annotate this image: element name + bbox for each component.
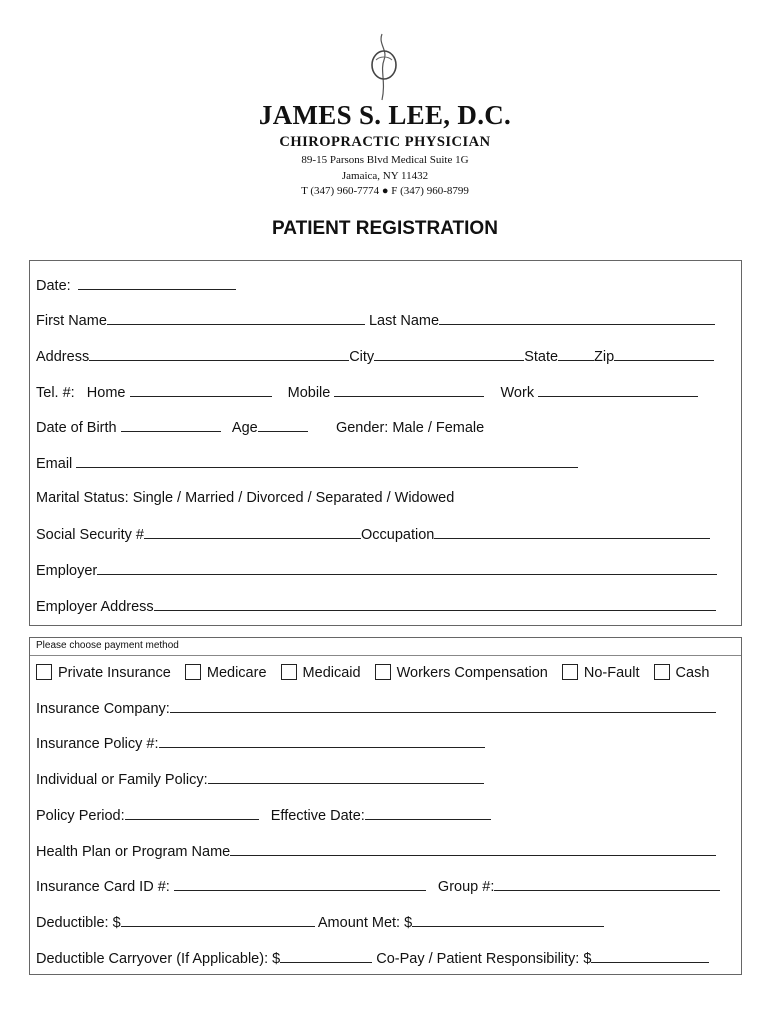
- policy-period-label: Policy Period:: [36, 808, 125, 824]
- employer-address-label: Employer Address: [36, 599, 154, 615]
- spine-logo-icon: [364, 30, 404, 104]
- health-plan-label: Health Plan or Program Name: [36, 844, 231, 860]
- age-field[interactable]: [258, 417, 308, 432]
- gender-options[interactable]: Gender: Male / Female: [335, 420, 485, 436]
- policy-number-row: [36, 733, 485, 751]
- deductible-label: Deductible: $: [36, 915, 121, 931]
- checkbox[interactable]: [562, 664, 578, 680]
- employer-address-row: [36, 596, 716, 614]
- last-name-label: Last Name: [368, 313, 440, 329]
- payment-option-medicare[interactable]: [185, 665, 267, 681]
- health-plan-field[interactable]: [230, 841, 716, 856]
- insurance-company-row: [36, 698, 716, 716]
- address-line-2: Jamaica, NY 11432: [341, 170, 429, 182]
- state-label: State: [524, 349, 559, 365]
- amount-met-label: Amount Met: $: [317, 915, 413, 931]
- city-field[interactable]: [374, 346, 524, 361]
- group-field[interactable]: [494, 876, 720, 891]
- ssn-field[interactable]: [144, 524, 361, 539]
- copay-label: Co-Pay / Patient Responsibility: $: [376, 951, 592, 967]
- payment-methods-row: [36, 664, 709, 682]
- card-id-label: Insurance Card ID #:: [36, 879, 170, 895]
- marital-status-options[interactable]: Marital Status: Single / Married / Divorced / Separated / Widowed: [36, 490, 455, 506]
- employer-label: Employer: [36, 563, 98, 579]
- first-name-label: First Name: [36, 313, 107, 329]
- policy-type-field[interactable]: [208, 769, 484, 784]
- insurance-company-label: Insurance Company:: [36, 701, 170, 717]
- policy-number-label: Insurance Policy #:: [36, 736, 159, 752]
- policy-period-field[interactable]: [125, 805, 259, 820]
- age-label: Age: [231, 420, 258, 436]
- payment-option-no-fault[interactable]: [562, 665, 640, 681]
- mobile-label: Mobile: [287, 385, 331, 401]
- state-field[interactable]: [558, 346, 594, 361]
- option-label: Private Insurance: [58, 665, 171, 681]
- work-phone-field[interactable]: [538, 382, 698, 397]
- amount-met-field[interactable]: [412, 912, 604, 927]
- card-id-field[interactable]: [174, 876, 426, 891]
- deductible-field[interactable]: [121, 912, 315, 927]
- home-phone-field[interactable]: [130, 382, 272, 397]
- employer-row: [36, 560, 717, 578]
- date-row: [36, 275, 236, 293]
- health-plan-row: [36, 841, 716, 859]
- employer-field[interactable]: [97, 560, 717, 575]
- address-line-1: 89-15 Parsons Blvd Medical Suite 1G: [301, 154, 469, 166]
- option-label: Cash: [675, 665, 710, 681]
- option-label: Medicare: [206, 665, 267, 681]
- birth-row: [36, 417, 484, 435]
- option-label: No-Fault: [583, 665, 640, 681]
- checkbox[interactable]: [281, 664, 297, 680]
- option-label: Workers Compensation: [396, 665, 548, 681]
- group-label: Group #:: [437, 879, 495, 895]
- address-label: Address: [36, 349, 90, 365]
- marital-row: [36, 489, 454, 507]
- date-field[interactable]: [78, 275, 236, 290]
- last-name-field[interactable]: [439, 310, 715, 325]
- home-label: Home: [86, 385, 126, 401]
- mobile-phone-field[interactable]: [334, 382, 484, 397]
- insurance-company-field[interactable]: [170, 698, 716, 713]
- policy-type-row: [36, 769, 484, 787]
- email-field[interactable]: [76, 453, 578, 468]
- practice-subtitle: CHIROPRACTIC PHYSICIAN: [279, 134, 491, 150]
- deductible-row: [36, 912, 604, 930]
- option-label: Medicaid: [302, 665, 361, 681]
- phone-fax-line: T (347) 960-7774 ● F (347) 960-8799: [301, 185, 469, 197]
- ssn-label: Social Security #: [36, 527, 144, 543]
- policy-type-label: Individual or Family Policy:: [36, 772, 208, 788]
- zip-field[interactable]: [614, 346, 714, 361]
- occupation-label: Occupation: [361, 527, 435, 543]
- checkbox[interactable]: [185, 664, 201, 680]
- effective-date-field[interactable]: [365, 805, 491, 820]
- form-title: PATIENT REGISTRATION: [272, 218, 498, 239]
- date-label: Date:: [36, 278, 71, 294]
- city-label: City: [349, 349, 375, 365]
- employer-address-field[interactable]: [154, 596, 716, 611]
- policy-number-field[interactable]: [159, 733, 485, 748]
- carryover-label: Deductible Carryover (If Applicable): $: [36, 951, 281, 967]
- card-id-row: [36, 876, 720, 894]
- copay-field[interactable]: [591, 948, 709, 963]
- work-label: Work: [500, 385, 535, 401]
- checkbox[interactable]: [654, 664, 670, 680]
- carryover-field[interactable]: [280, 948, 372, 963]
- payment-method-label: Please choose payment method: [36, 640, 179, 651]
- checkbox[interactable]: [36, 664, 52, 680]
- name-row: [36, 310, 715, 328]
- payment-option-workers-compensation[interactable]: [375, 665, 548, 681]
- effective-date-label: Effective Date:: [270, 808, 365, 824]
- carryover-row: [36, 948, 709, 966]
- checkbox[interactable]: [375, 664, 391, 680]
- zip-label: Zip: [594, 349, 615, 365]
- dob-label: Date of Birth: [36, 420, 117, 436]
- first-name-field[interactable]: [107, 310, 365, 325]
- dob-field[interactable]: [121, 417, 221, 432]
- policy-period-row: [36, 805, 491, 823]
- payment-option-private-insurance[interactable]: [36, 665, 171, 681]
- payment-option-cash[interactable]: [654, 665, 710, 681]
- phone-row: [36, 382, 698, 400]
- email-row: [36, 453, 578, 471]
- address-field[interactable]: [89, 346, 349, 361]
- payment-option-medicaid[interactable]: [281, 665, 361, 681]
- occupation-field[interactable]: [434, 524, 710, 539]
- email-label: Email: [36, 456, 73, 472]
- address-row: [36, 346, 714, 364]
- doctor-name: JAMES S. LEE, D.C.: [258, 100, 512, 130]
- ssn-row: [36, 524, 710, 542]
- payment-divider: [30, 655, 741, 656]
- tel-label: Tel. #:: [36, 385, 75, 401]
